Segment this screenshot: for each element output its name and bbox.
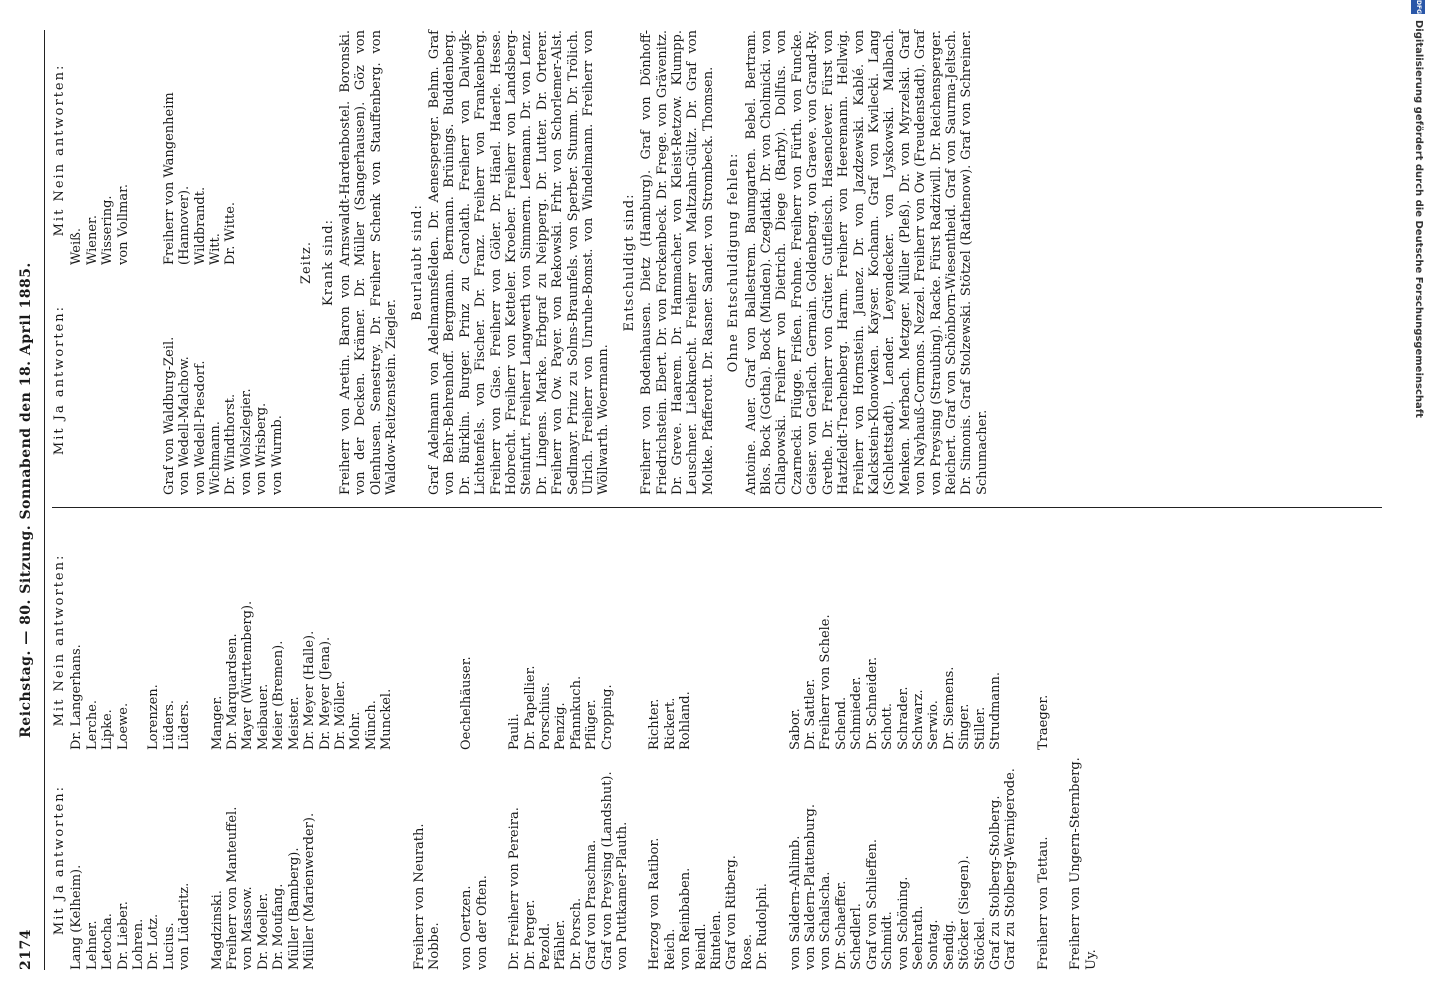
nein-names [412, 530, 443, 750]
dfg-logo: DFG [1411, 0, 1425, 14]
dfg-credit: Digitalisierung gefördert durch die Deutsche Forschungsgemeinschaft [1413, 20, 1424, 418]
vote-block [210, 520, 395, 970]
beurlaubt-list: Graf Adelmann von Adelmannsfelden. Dr. Aenesperger. Behm. Graf von Behr-Behrenhoff. Bergmann. Bermann. Brünings. Buddenberg. Dr. Bürklin. Burger. Prinz zu Carolath. Freiherr von Dalwigk-Lichtenfels. von Fischer. Dr. Franz. Freiherr von Frankenberg. Freiherr von Gise. Freiherr von Göler. Dr. Hänel. Haerle. Hesse. Hobrecht. Freiherr von Ketteler. Kroeber. Freiherr von Landsberg-Steinfurt. Freiherr Langwerth von Simmern. Leemann. Dr. von Lenz. Dr. Lingens. Marke. Erbgraf zu Neipperg. Dr. Lutter. Dr. Orterer. Freiherr von Ow. Payer. von Rekowski. Frhr. von Schorlemer-Alst. Sedlmayr. Prinz zu Solms-Braunfels. von Sperber. Stumm. Dr. Trölich. Ulrich. Freiherr von Unruhe-Bomst. von Windelmann. Freiherr von Wöllwarth. Woermann. [426, 30, 612, 495]
vote-block [647, 520, 770, 970]
vote-block [412, 520, 443, 970]
header-rule [44, 30, 45, 970]
nein-names: Traeger. [1035, 694, 1051, 750]
entschuldigt-title: Entschuldigt sind: [621, 193, 637, 332]
ja-names: von Oertzen. von der Often. [459, 875, 490, 970]
ja-names: Lang (Kelheim). Lehner. Letocha. Dr. Lieber. Lohren. Dr. Lotz. Lucius. von Lüderitz. [69, 864, 193, 970]
ja-names: Herzog von Ratibor. Reich. von Reinbaben. Reindl. Rintelen. Graf von Ritberg. Rose. Dr. Rudolphi. [647, 837, 771, 970]
krank-list: Freiherr von Aretin. Baron von Arnswaldt-Hardenbostel. Boronski. von der Decken. Krämer. Dr. Müller (Sangerhausen). Göz von Olenhusen. Senestrey. Dr. Freiherr Schenk von Stauffenberg. von Waldow-Reitzenstein. Ziegler. [337, 30, 400, 495]
ja-names: Dr. Freiherr von Pereira. Dr. Perger. Pezold. Pfähler. Dr. Porsch. Graf von Praschma. Graf von Preysing (Landshut). von Puttkamer-Plauth. [507, 771, 630, 970]
ja-names: von Saldern-Ahlimb. von Saldern-Plattenburg. von Schalscha. Dr. Schaeffer. Schedlerl. Graf von Schlieffen. Schmidt. von Schöning. Seehrath. Sontag. Sendig. Stöcker (Siegen). Stöckel. Graf zu Stolberg-Stolberg. Graf zu Stolberg-Wernigerode. [787, 768, 1019, 970]
entschuldigt-list: Freiherr von Bodenhausen. Dietz (Hamburg). Graf von Dönhoff-Friedrichstein. Ebert. Dr. von Forckenbeck. Dr. Frege. von Grävenitz. Dr. Greve. Haarem. Dr. Hammacher. von Kleist-Retzow. Klumpp. Leuschner. Liebknecht. Freiherr von Maltzahn-Gültz. Dr. Graf von Moltke. Pfafferott. Dr. Rasner. Sander. von Strombeck. Thomsen. [639, 30, 716, 495]
column-rule [52, 507, 1382, 508]
nein-names: Manger. Dr. Marquardsen. Mayer (Württemberg). Meibauer. Meier (Bremen). Meister. Dr. Meyer (Halle). Dr. Meyer (Jena). Dr. Möller. Mohr. Münch. Munckel. [209, 600, 395, 750]
nein-names: Sabor. Dr. Sattler. Freiherr von Schele. Schend. Schmieder. Dr. Schneider. Schott. Schrader. Schwarz. Serwio. Dr. Siemens. Singer. Stiller. Strudmann. [787, 614, 1003, 750]
ohne-list: Antoine. Auer. Graf von Ballestrem. Baumgarten. Bebel. Bertram. Blos. Bock (Gotha). Bock (Minden). Czeglatki. Dr. von Cholmicki. von Chlapowski. Freiherr von Dietrich. Diege (Barby). Dollfus. von Czarnecki. Flügge. Frißen. Frohne. Freiherr von Fürth. von Funcke. Geiser. von Gerlach. Germain. Goldenberg. von Graeve. von Grand-Ry. Grethe. Dr. Freiherr von Grüter. Gutfleisch. Hasenclever. Fürst von Hatzfeldt-Trachenberg. Harm. Freiherr von Heeremann. Hellwig. Freiherr von Hornstein. Jaunez. Dr. von Jazdzewski. Kablé. von Kalckstein-Klonowken. Kayser. Kochann. Graf von Kwilecki. Lang (Schlettstadt). Lender. Leyendecker. von Lyskowski. Malbach. Menken. Merbach. Metzger. Müller (Pleß). Dr. von Myrzelski. Graf von Nayhauß-Cormons. Nezzel. Freiherr von Ow (Freudenstadt). Graf von Preysing (Straubing). Racke. Fürst Radziwill. Dr. Reichensperger. Reichert. Graf von Schönborn-Wiesentheid. Graf von Saurma-Jeltsch. Dr. Simonis. Graf Stolzewski. Stötzel (Rathenow). Graf von Schreiner. Schumacher. [743, 30, 990, 495]
right-column [52, 30, 990, 495]
vote-block [1068, 520, 1099, 970]
vote-block [69, 520, 192, 970]
ja-names: Magdzinski. Freiherr von Manteuffel. von Massow. Dr. Moeller. Dr. Moufang. Müller (Bamberg). Müller (Marienwerder). [209, 806, 318, 970]
ja-names: Freiherr von Ungern-Sternberg. Uy. [1068, 757, 1099, 970]
ja-list-right: Graf von Waldburg-Zeil. von Wedell-Malchow. von Wedell-Piesdorf. Wichmann. Dr. Windthorst. von Wolszlegier. von Wrisberg. von Wurmb. [161, 336, 285, 495]
running-title: Reichstag. — 80. Sitzung. Sonnabend den 18. April 1885. [18, 262, 34, 738]
nein-names: Richter. Rickert. Rohland. [647, 691, 694, 750]
right-headings [52, 30, 69, 495]
nein-names [1068, 530, 1099, 750]
nein-names: Dr. Langerhans. Lerche. Lipke. Loewe. Lorenzen. Lüders. Lüders. [69, 644, 193, 750]
left-headings [52, 520, 69, 970]
nein-heading: Mit Nein antworten: [52, 553, 67, 727]
ohne-title: Ohne Entschuldigung fehlen: [726, 152, 742, 373]
vote-blocks [69, 520, 1099, 970]
ja-heading: Mit Ja antworten: [52, 784, 67, 936]
beurlaubt-title: Beurlaubt sind: [409, 204, 425, 321]
dfg-sidebar [1404, 0, 1432, 1000]
vote-block [507, 520, 630, 970]
page-number: 2174 [18, 929, 34, 970]
vote-block [788, 520, 1019, 970]
nein-names: Oechelhäuser. [459, 656, 475, 750]
left-column [52, 520, 1116, 970]
zeitz-line: Zeitz. [299, 240, 315, 285]
nein-heading-right: Mit Nein antworten: [52, 63, 67, 237]
krank-title: Krank sind: [320, 219, 336, 306]
nein-list-right: Weiß. Wiener. Wissering. von Vollmar. Freiherr von Wangenheim (Hannover). Wildbrandt. Witt. Dr. Witte. [69, 92, 239, 265]
vote-block [459, 520, 490, 970]
vote-block [1036, 520, 1051, 970]
ja-names: Freiherr von Tettau. [1035, 836, 1051, 970]
right-top-lists [69, 30, 285, 495]
page-header [18, 30, 42, 970]
ja-heading-right: Mit Ja antworten: [52, 304, 67, 456]
nein-names: Pauli. Dr. Papellier. Porschius. Penzig. Pfannkuch. Pflüger. Cropping. [507, 665, 615, 750]
ja-names: Freiherr von Neurath. Nobbe. [411, 823, 442, 970]
